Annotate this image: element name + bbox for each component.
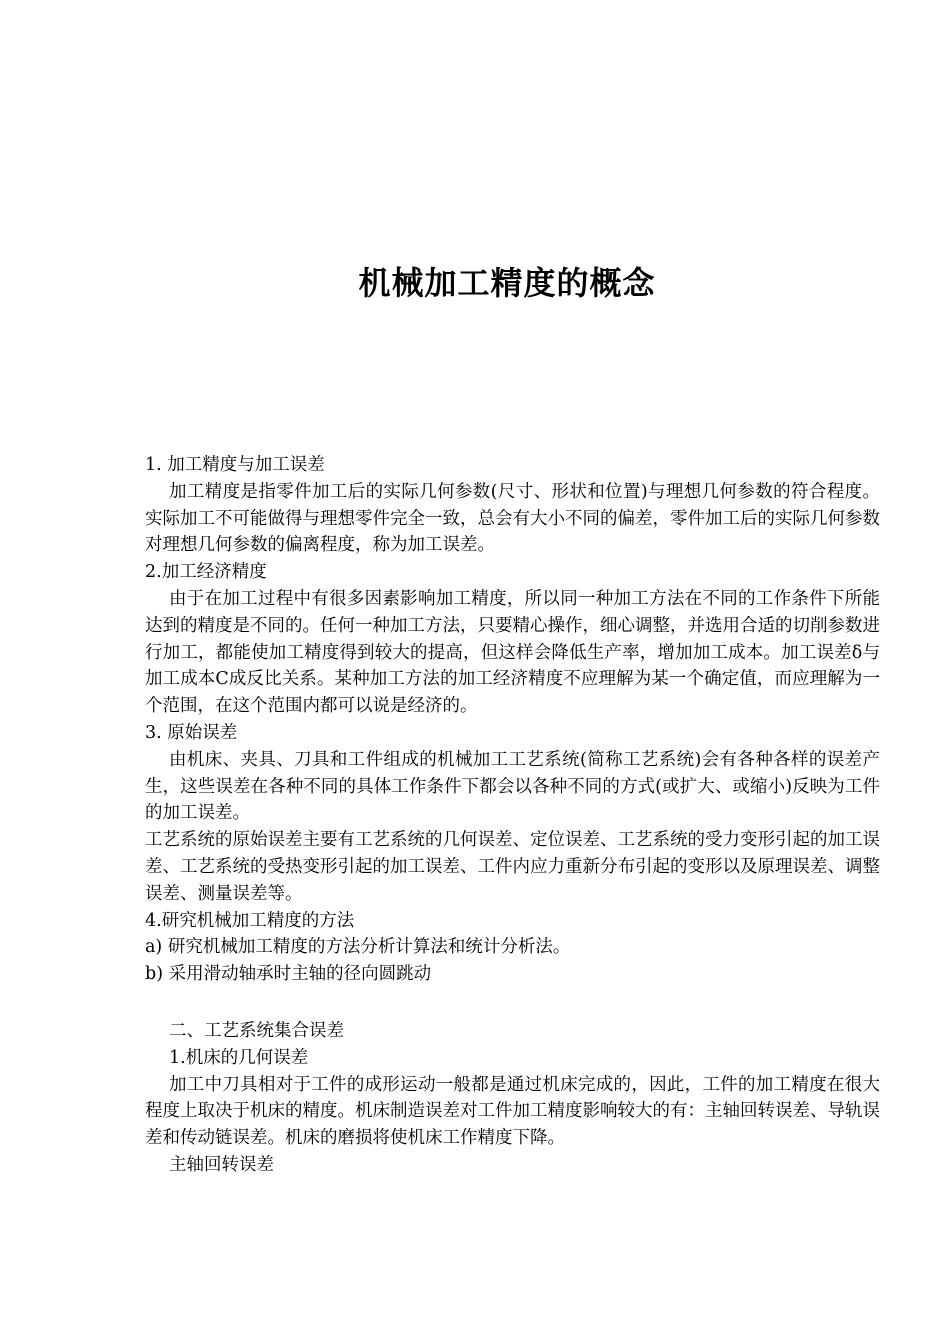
section-4-heading: 4.研究机械加工精度的方法: [145, 910, 355, 931]
section-4-item-a: a) 研究机械加工精度的方法分析计算法和统计分析法。: [145, 937, 571, 958]
part-2-subheading-1: 1.机床的几何误差: [169, 1047, 309, 1068]
section-2-heading: 2.加工经济精度: [145, 562, 267, 583]
section-1-paragraph: 加工精度是指零件加工后的实际几何参数(尺寸、形状和位置)与理想几何参数的符合程度。实际加工不可能做得与理想零件完全一致，总会有大小不同的偏差，零件加工后的实际几何参数对理想几何参数的偏离程度，称为加工误差。: [145, 481, 880, 556]
section-3-heading: 3. 原始误差: [145, 722, 238, 743]
section-1-heading: 1. 加工精度与加工误差: [145, 455, 325, 475]
section-4-item-b: b) 采用滑动轴承时主轴的径向圆跳动: [145, 964, 432, 985]
section-3-paragraph-1: 由机床、夹具、刀具和工件组成的机械加工工艺系统(简称工艺系统)会有各种各样的误差产生，这些误差在各种不同的具体工作条件下都会以各种不同的方式(或扩大、或缩小)反映为工件的加工误差。: [145, 749, 880, 824]
section-spacer: [145, 988, 880, 1018]
section-2-paragraph: 由于在加工过程中有很多因素影响加工精度，所以同一种加工方法在不同的工作条件下所能达到的精度是不同的。任何一种加工方法，只要精心操作，细心调整，并选用合适的切削参数进行加工，都能使加工精度得到较大的提高，但这样会降低生产率，增加加工成本。加工误差δ与加工成本C成反比关系。某种加工方法的加工经济精度不应理解为某一个确定值，而应理解为一个范围，在这个范围内都可以说是经济的。: [145, 588, 880, 717]
document-body: [145, 452, 880, 1179]
part-2-paragraph: 加工中刀具相对于工件的成形运动一般都是通过机床完成的，因此，工件的加工精度在很大程度上取决于机床的精度。机床制造误差对工件加工精度影响较大的有：主轴回转误差、导轨误差和传动链误差。机床的磨损将使机床工作精度下降。: [145, 1074, 880, 1149]
part-2-subheading-2: 主轴回转误差: [169, 1154, 274, 1175]
section-3-paragraph-2: 工艺系统的原始误差主要有工艺系统的几何误差、定位误差、工艺系统的受力变形引起的加工误差、工艺系统的受热变形引起的加工误差、工件内应力重新分布引起的变形以及原理误差、调整误差、测量误差等。: [145, 830, 880, 904]
document-title: 机械加工精度的概念: [358, 264, 656, 302]
part-2-heading: 二、工艺系统集合误差: [169, 1020, 344, 1041]
